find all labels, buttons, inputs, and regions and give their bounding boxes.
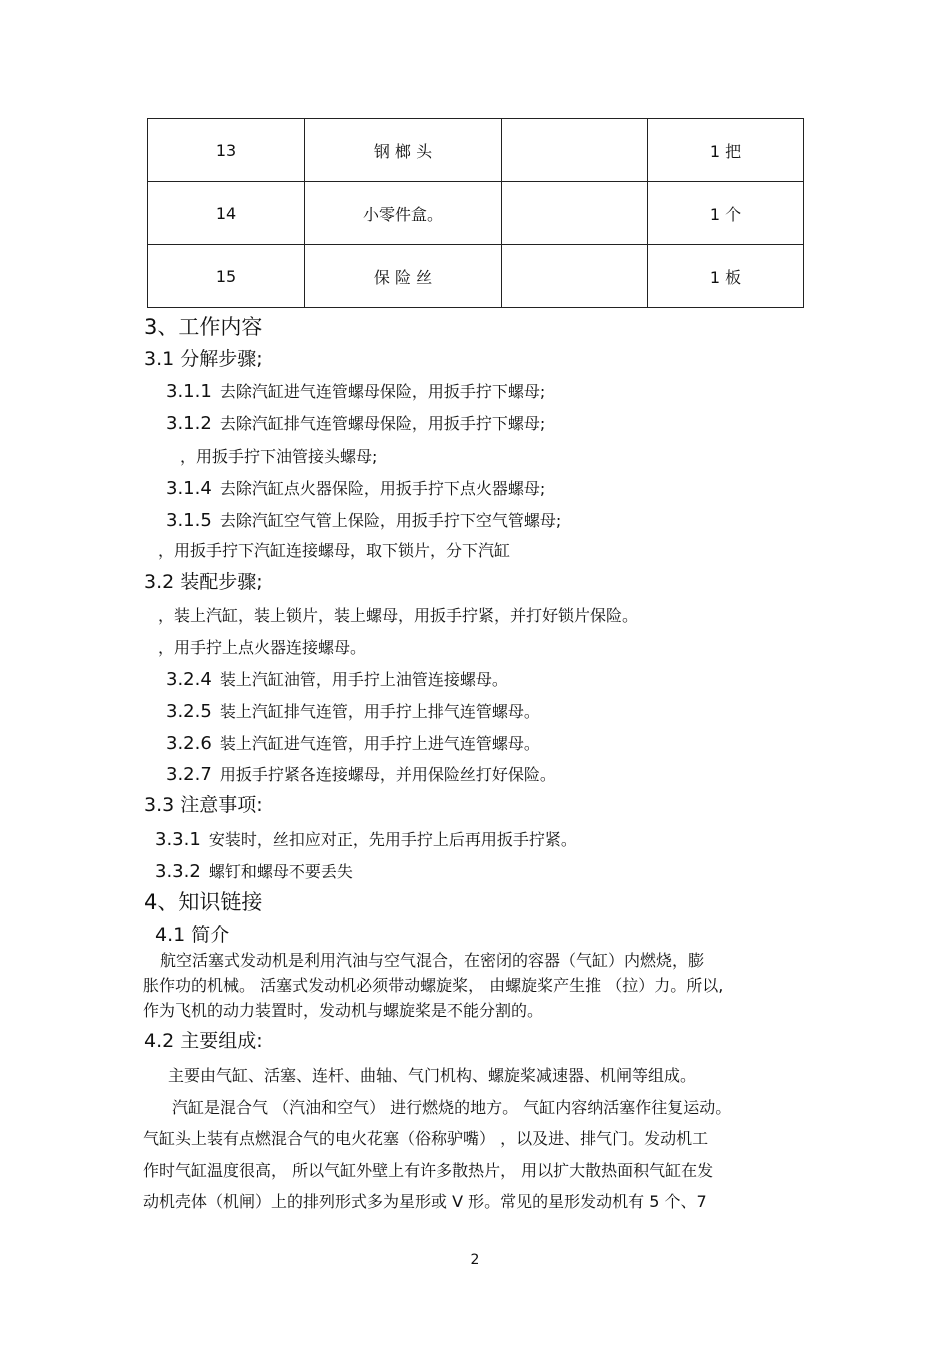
step-text: ，用扳手拧下汽缸连接螺母，取下锁片，分下汽缸 xyxy=(158,541,511,560)
cell-name: 小零件盒。 xyxy=(305,182,502,245)
step-text: 用扳手拧紧各连接螺母，并用保险丝打好保险。 xyxy=(219,765,556,784)
composition-line-1: 主要由气缸、活塞、连杆、曲轴、气门机构、螺旋桨减速器、机闸等组成。 xyxy=(168,1066,697,1085)
step-number: 3.1.2 xyxy=(166,413,212,434)
table-row xyxy=(148,182,804,245)
step-text: 装上汽缸油管，用手拧上油管连接螺母。 xyxy=(219,670,508,689)
cell-number: 13 xyxy=(148,119,305,182)
step-number: 3.2.7 xyxy=(166,764,212,785)
intro-line-3: 作为飞机的动力装置时，发动机与螺旋桨是不能分割的。 xyxy=(143,1001,544,1020)
cell-number: 15 xyxy=(148,245,305,308)
cell-spec xyxy=(502,245,648,308)
step-text: 去除汽缸进气连管螺母保险，用扳手拧下螺母; xyxy=(219,382,546,401)
page-number: 2 xyxy=(470,1252,480,1268)
step-3-1-6 xyxy=(158,541,510,560)
section-3-2-title: 3.2 装配步骤; xyxy=(144,571,263,593)
table-row xyxy=(148,119,804,182)
step-text: 去除汽缸排气连管螺母保险，用扳手拧下螺母; xyxy=(219,414,546,433)
intro-line-1: 航空活塞式发动机是利用汽油与空气混合，在密闭的容器（气缸）内燃烧，膨 xyxy=(160,951,705,970)
section-4-1-title: 4.1 简介 xyxy=(155,924,230,946)
table-row xyxy=(148,245,804,308)
step-number: 3.2.4 xyxy=(166,669,212,690)
cell-spec xyxy=(502,182,648,245)
cell-spec xyxy=(502,119,648,182)
step-number: 3.1.1 xyxy=(166,381,212,402)
section-4-title: 4、知识链接 xyxy=(144,890,263,914)
step-text: 装上汽缸进气连管，用手拧上进气连管螺母。 xyxy=(219,734,540,753)
intro-line-2: 胀作功的机械。 活塞式发动机必须带动螺旋桨， 由螺旋桨产生推 （拉）力。所以, xyxy=(143,976,724,995)
step-number: 3.1.4 xyxy=(166,478,212,499)
composition-line-4: 作时气缸温度很高， 所以气缸外壁上有许多散热片， 用以扩大散热面积气缸在发 xyxy=(143,1161,714,1180)
step-3-1-2 xyxy=(166,413,545,435)
composition-line-2: 汽缸是混合气 （汽油和空气） 进行燃烧的地方。 气缸内容纳活塞作往复运动。 xyxy=(172,1098,732,1117)
step-3-2-6 xyxy=(166,733,540,755)
step-3-3-1 xyxy=(155,829,577,851)
composition-line-5: 动机壳体（机闸）上的排列形式多为星形或 V 形。常见的星形发动机有 5 个、7 xyxy=(143,1192,707,1211)
step-text: ，用扳手拧下油管接头螺母; xyxy=(180,447,378,466)
cell-name: 保 险 丝 xyxy=(305,245,502,308)
step-text: ，装上汽缸，装上锁片，装上螺母，用扳手拧紧，并打好锁片保险。 xyxy=(158,606,639,625)
step-3-1-5 xyxy=(166,510,561,532)
step-3-2-2 xyxy=(158,638,366,657)
step-text: 去除汽缸点火器保险，用扳手拧下点火器螺母; xyxy=(219,479,546,498)
cell-quantity: 1 个 xyxy=(648,182,804,245)
step-text: 去除汽缸空气管上保险，用扳手拧下空气管螺母; xyxy=(219,511,562,530)
section-3-3-title: 3.3 注意事项: xyxy=(144,794,263,816)
step-3-2-5 xyxy=(166,701,540,723)
cell-name: 钢 榔 头 xyxy=(305,119,502,182)
step-3-2-7 xyxy=(166,764,556,786)
step-3-1-4 xyxy=(166,478,545,500)
cell-quantity: 1 板 xyxy=(648,245,804,308)
step-3-2-1 xyxy=(158,606,638,625)
step-number: 3.3.1 xyxy=(155,829,201,850)
step-text: 安装时，丝扣应对正，先用手拧上后再用扳手拧紧。 xyxy=(208,830,577,849)
section-3-1-title: 3.1 分解步骤; xyxy=(144,348,263,370)
step-number: 3.3.2 xyxy=(155,861,201,882)
step-number: 3.1.5 xyxy=(166,510,212,531)
step-text: 装上汽缸排气连管，用手拧上排气连管螺母。 xyxy=(219,702,540,721)
tools-table xyxy=(147,118,804,308)
step-text: 螺钉和螺母不要丢失 xyxy=(208,862,353,881)
step-3-2-4 xyxy=(166,669,508,691)
cell-number: 14 xyxy=(148,182,305,245)
step-number: 3.2.6 xyxy=(166,733,212,754)
section-3-title: 3、工作内容 xyxy=(144,315,263,339)
step-text: ，用手拧上点火器连接螺母。 xyxy=(158,638,367,657)
step-3-1-1 xyxy=(166,381,545,403)
cell-quantity: 1 把 xyxy=(648,119,804,182)
step-3-1-3 xyxy=(180,447,377,466)
step-3-3-2 xyxy=(155,861,353,883)
section-4-2-title: 4.2 主要组成: xyxy=(144,1030,263,1052)
composition-line-3: 气缸头上装有点燃混合气的电火花塞（俗称驴嘴） ，以及进、排气门。发动机工 xyxy=(143,1129,709,1148)
step-number: 3.2.5 xyxy=(166,701,212,722)
